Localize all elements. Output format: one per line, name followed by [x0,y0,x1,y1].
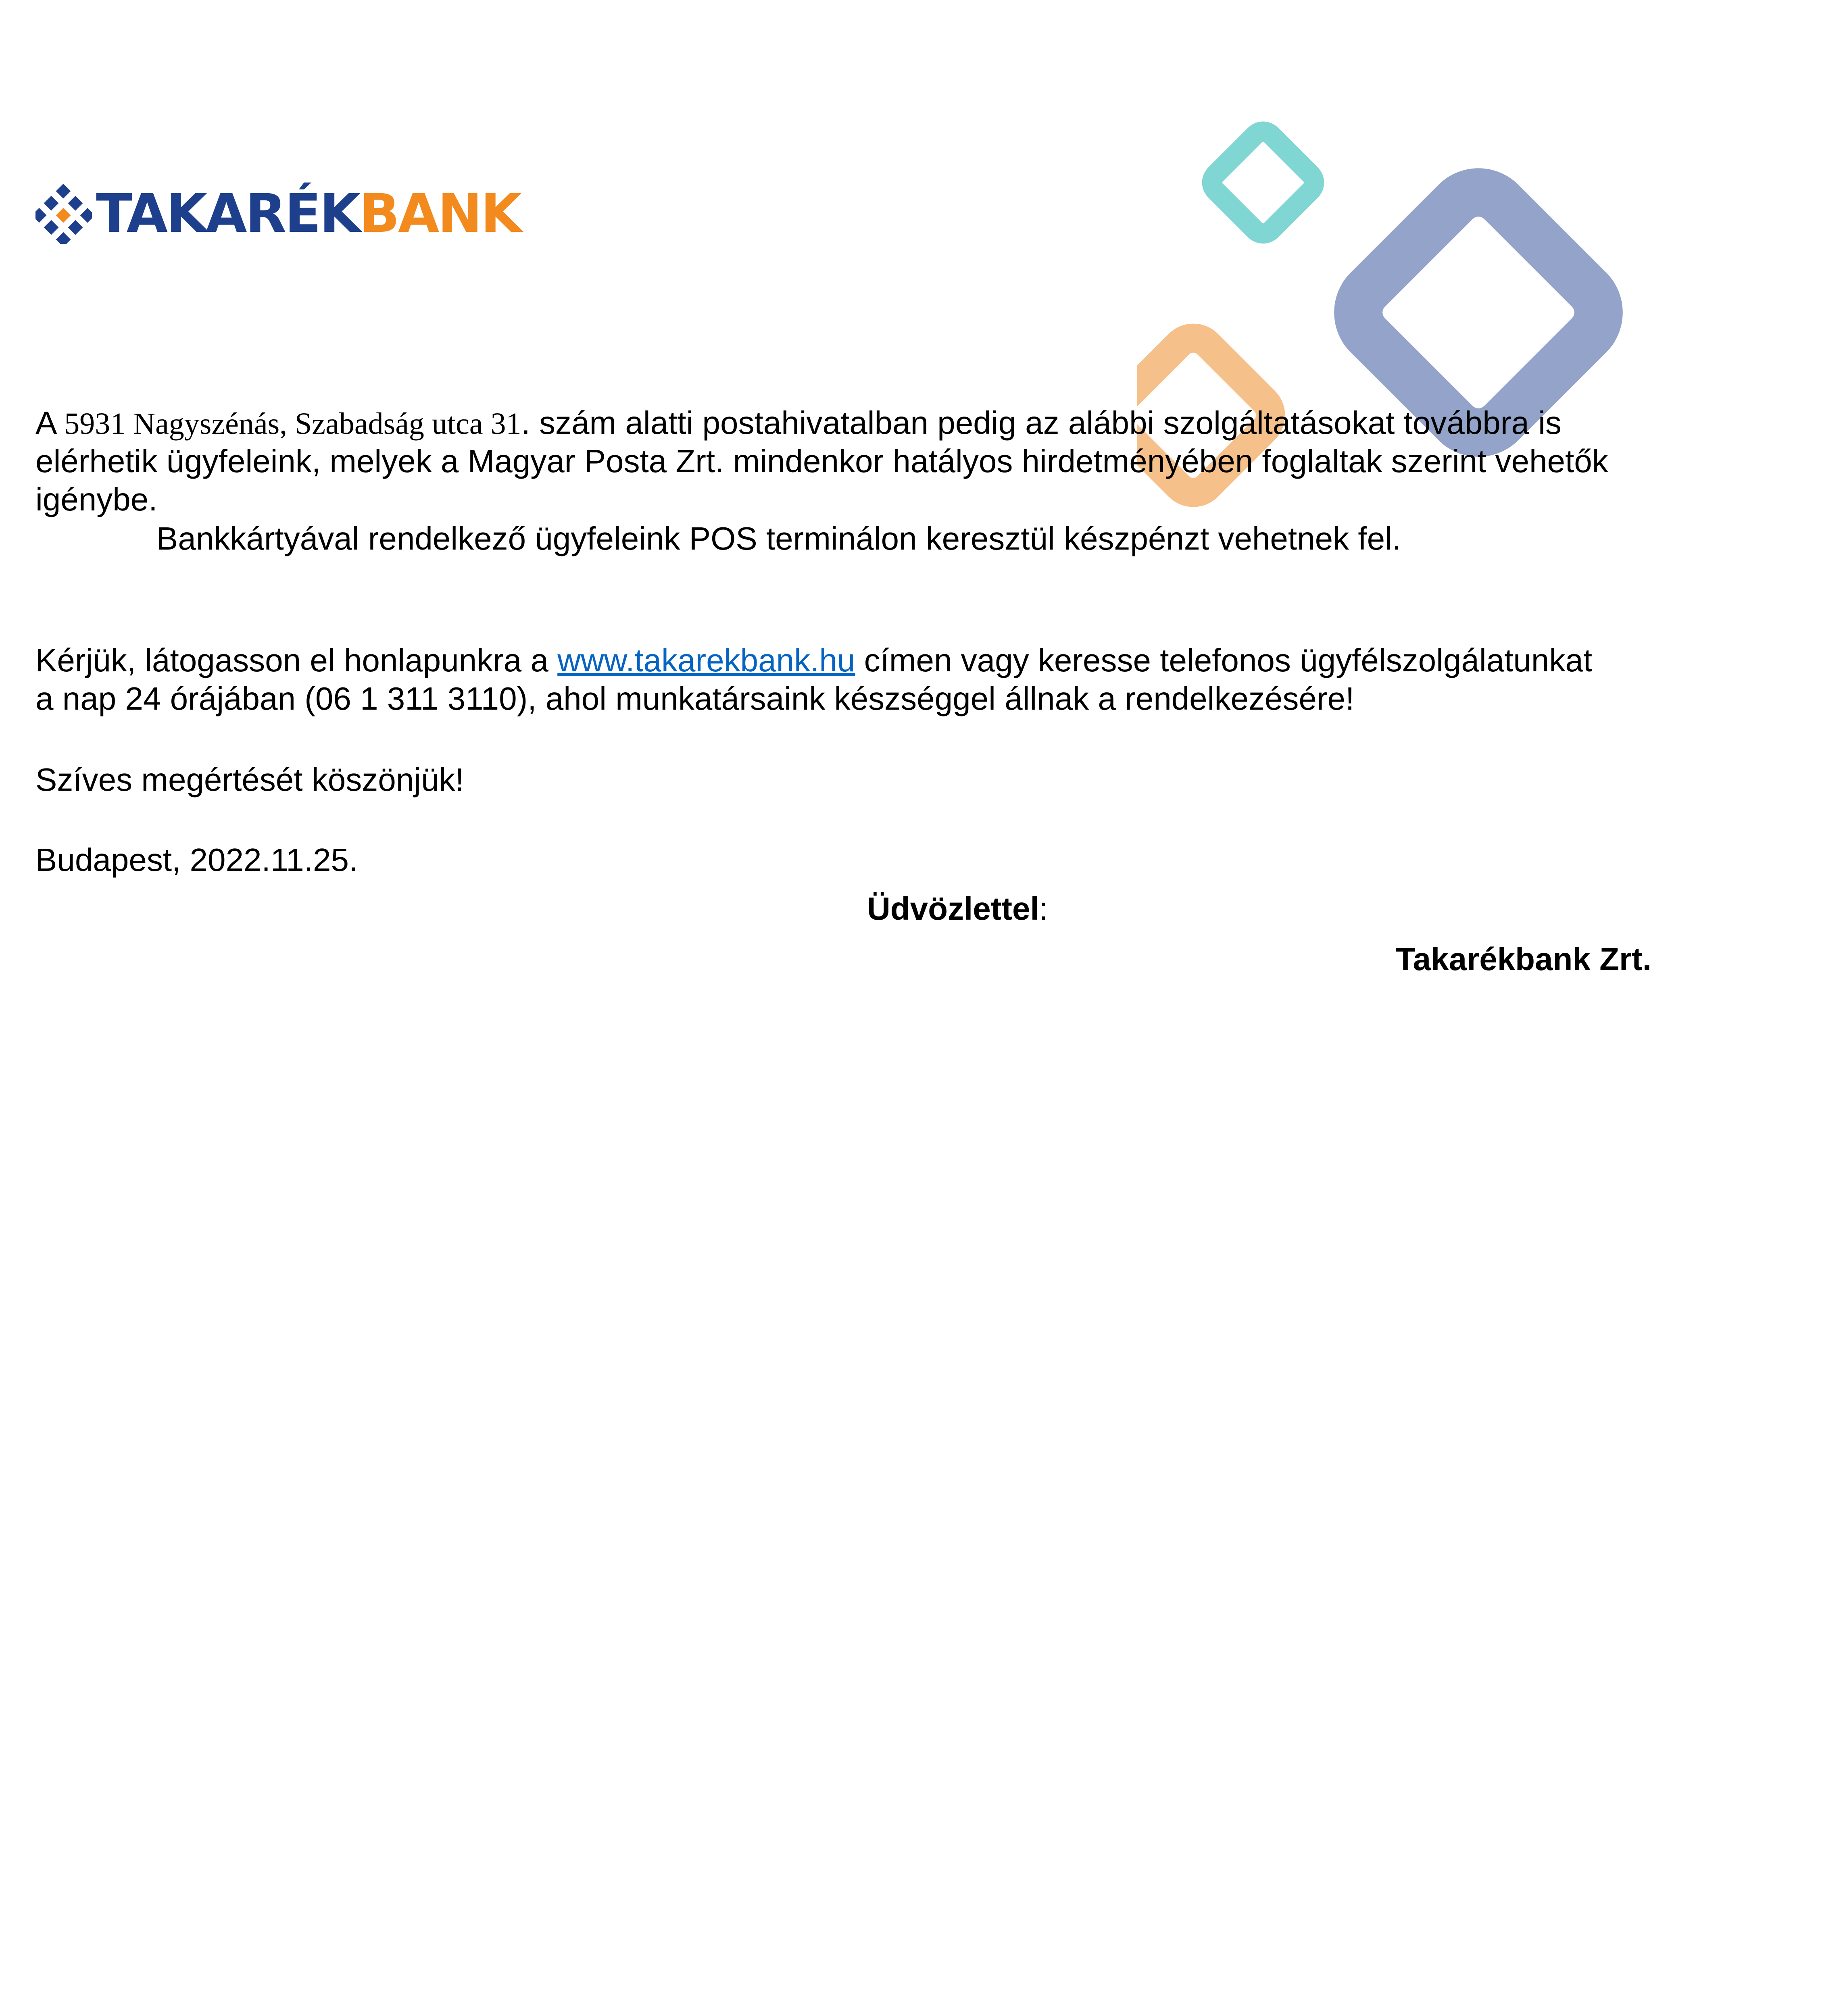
para2-before-link: Kérjük, látogasson el honlapunkra a [35,642,558,678]
thanks-line: Szíves megértését köszönjük! [35,762,464,798]
takarekbank-logo [35,183,540,252]
logo-text-takarek: TAKARÉK [96,183,359,245]
para1-prefix: A [35,405,55,441]
logo-wordmark [96,183,520,244]
signature: Takarékbank Zrt. [1395,941,1651,977]
para1-line2: elérhetik ügyfeleink, melyek a Magyar Posta Zrt. mindenkor hatályos hirdetményében foglaltak szerint vehetők [35,443,1608,479]
para2-line2: a nap 24 órájában (06 1 311 3110), ahol munkatársaink készséggel állnak a rendelkezésére! [35,681,1355,716]
greeting [867,890,1048,927]
para1-line1 [35,404,1562,442]
logo-text-bank: BANK [359,183,521,245]
para2-line1 [35,642,1592,679]
logo-diamond-icon [35,183,92,244]
para1-line4: Bankkártyával rendelkező ügyfeleink POS terminálon keresztül készpénzt vehetnek fel. [156,521,1401,556]
para2-after-link: címen vagy keresse telefonos ügyfélszolgálatunkat [855,642,1593,678]
greeting-colon: : [1039,891,1048,927]
para1-line1-rest: . szám alatti postahivatalban pedig az alábbi szolgáltatásokat továbbra is [521,405,1562,441]
website-link[interactable]: www.takarekbank.hu [557,642,855,678]
address: 5931 Nagyszénás, Szabadság utca 31 [64,407,521,441]
greeting-word: Üdvözlettel [867,891,1039,927]
para1-line3: igénybe. [35,481,158,517]
teal-diamond-shape [1207,127,1319,238]
place-date: Budapest, 2022.11.25. [35,842,358,878]
